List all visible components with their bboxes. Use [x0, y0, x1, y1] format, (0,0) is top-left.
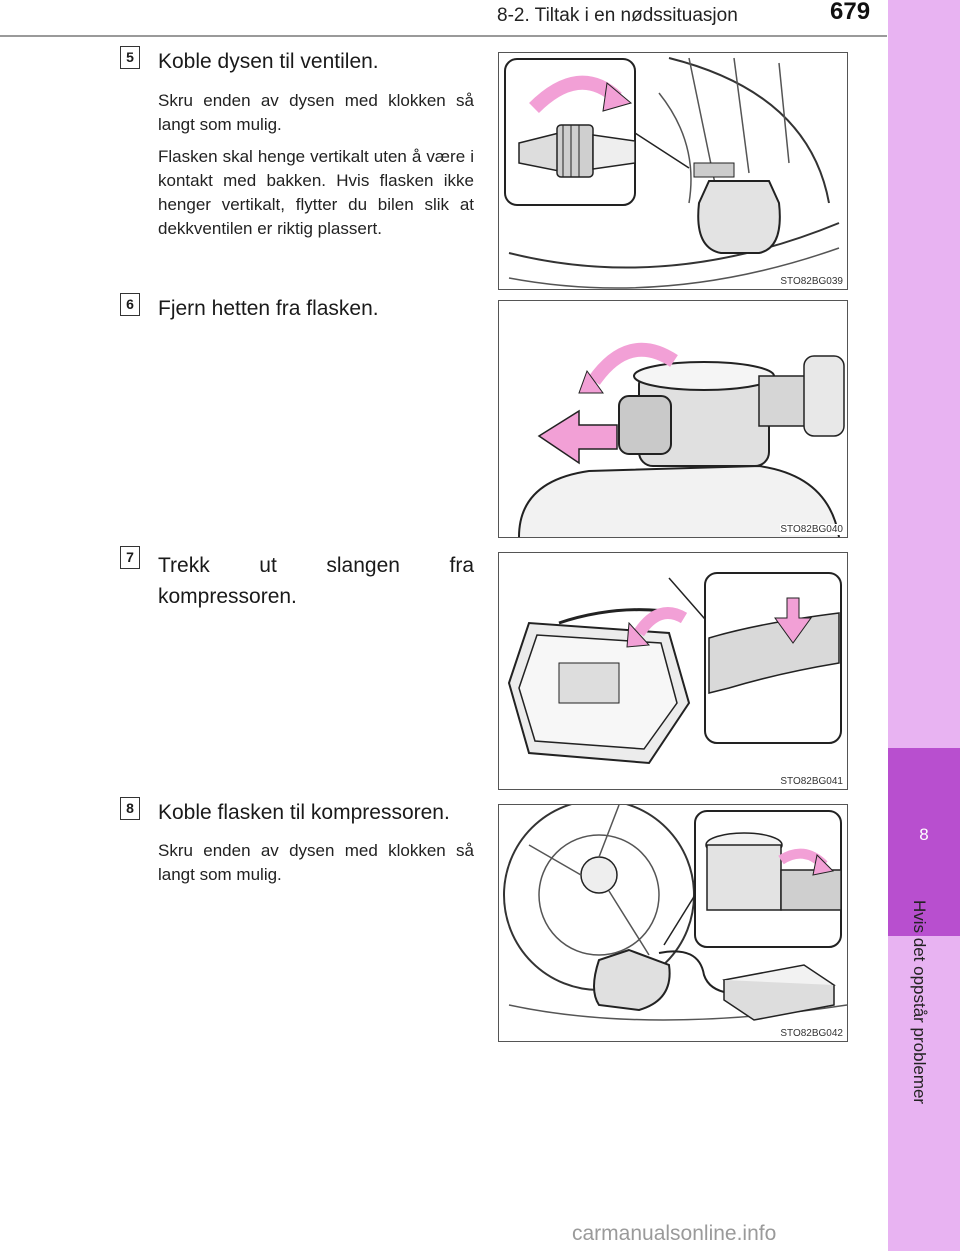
chapter-number: 8: [919, 825, 929, 844]
figure-code: STO82BG041: [780, 776, 843, 787]
step-number-7: 7: [120, 546, 140, 569]
step-5-title: Koble dysen til ventilen.: [158, 50, 379, 73]
step-5-paragraph-2: Flasken skal henge vertikalt uten å være i kontakt med bakken. Hvis flasken ikke henger vertikalt, flytter du bilen slik at dekkventilen er riktig plassert.: [158, 147, 474, 238]
step-8-paragraph-1: Skru enden av dysen med klokken så langt som mulig.: [158, 841, 474, 884]
figure-connect-bottle-to-compressor: [498, 804, 848, 1042]
figure-code: STO82BG040: [780, 524, 843, 535]
header-rule: [0, 35, 887, 37]
page-number: 679: [830, 0, 871, 25]
step-8-title: Koble flasken til kompressoren.: [158, 801, 450, 824]
step-6-title: Fjern hetten fra flasken.: [158, 297, 379, 320]
figure-connect-nozzle-to-valve: [498, 52, 848, 290]
step-number-6: 6: [120, 293, 140, 316]
chapter-label: Hvis det oppstår problemer: [910, 900, 929, 1105]
figure-code: STO82BG042: [780, 1028, 843, 1039]
figure-remove-bottle-cap: [498, 300, 848, 538]
step-number-5: 5: [120, 46, 140, 69]
step-7-title: Trekk ut slangen fra kompressoren.: [158, 554, 474, 608]
step-number-8: 8: [120, 797, 140, 820]
section-title: 8-2. Tiltak i en nødssituasjon: [497, 5, 738, 26]
figure-pull-hose-from-compressor: [498, 552, 848, 790]
step-5-paragraph-1: Skru enden av dysen med klokken så langt som mulig.: [158, 91, 474, 134]
figure-code: STO82BG039: [780, 276, 843, 287]
watermark: carmanualsonline.info: [572, 1222, 777, 1245]
